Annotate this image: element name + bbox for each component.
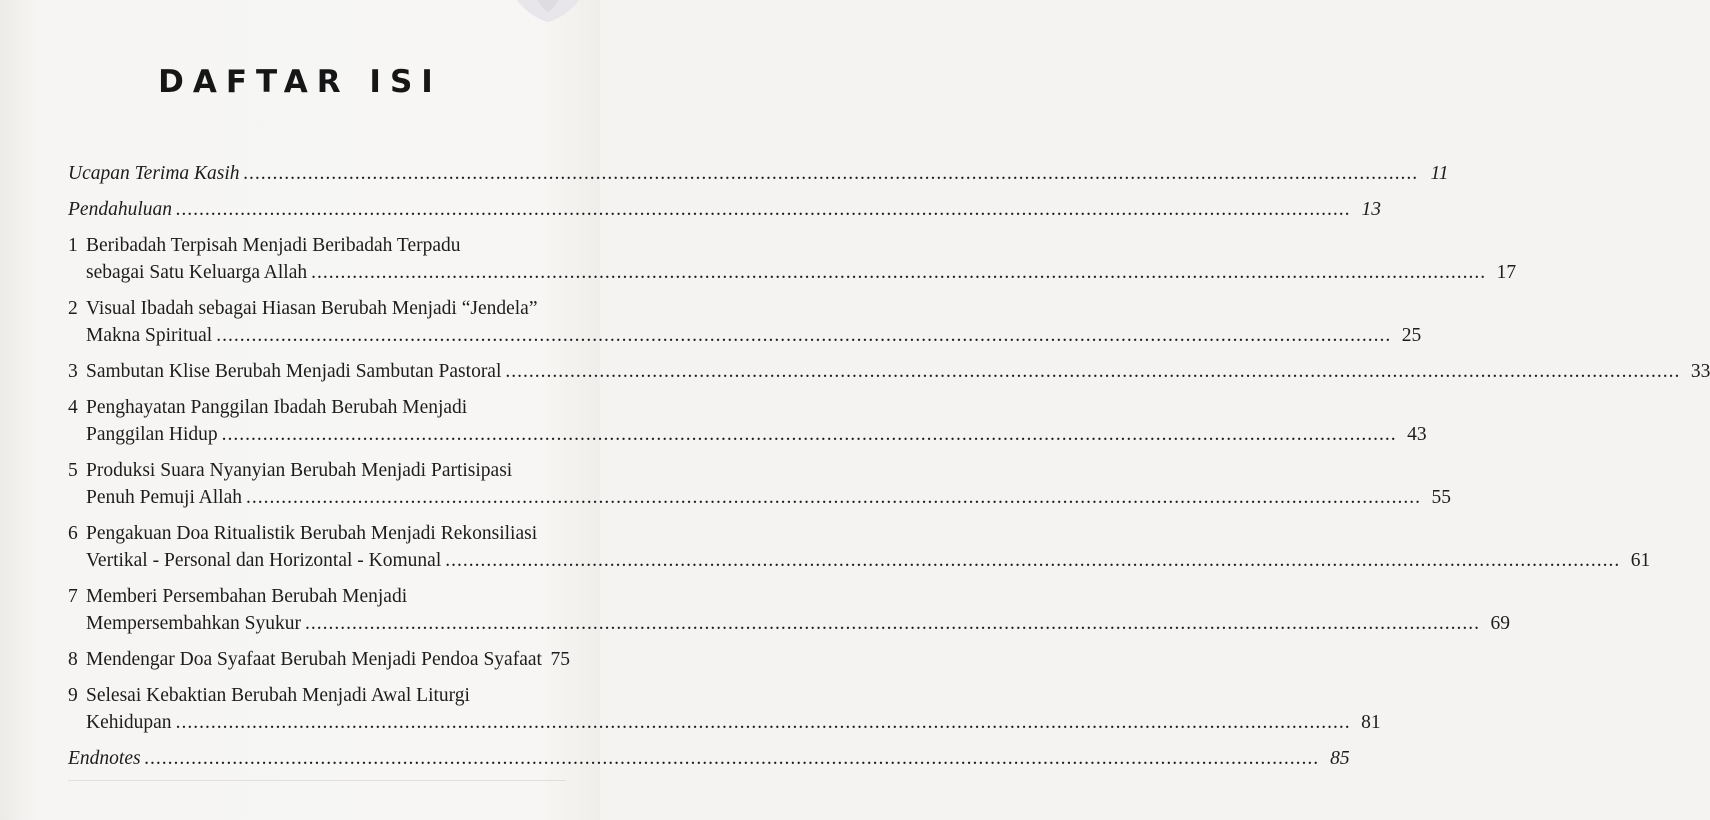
page-number: 85 [1330,748,1350,769]
dot-leader: ........................................................................................................................................................................................................ [246,487,1421,508]
page-number: 43 [1407,424,1427,445]
entry-title: Pengakuan Doa Ritualistik Berubah Menjadi Rekonsiliasi [86,523,538,544]
toc-entry[interactable] [68,457,1451,511]
toc-entry[interactable] [68,196,1381,223]
entry-title: Ucapan Terima Kasih [68,163,240,184]
entry-title: Penuh Pemuji Allah [86,487,242,508]
chapter-number: 6 [68,523,78,544]
page-number: 69 [1490,613,1510,634]
dot-leader: ........................................................................................................................................................................................................ [305,613,1480,634]
entry-title: Beribadah Terpisah Menjadi Beribadah Terpadu [86,235,461,256]
entry-title: Penghayatan Panggilan Ibadah Berubah Menjadi [86,397,468,418]
toc-entry[interactable] [68,295,1422,349]
chapter-number: 7 [68,586,78,607]
entry-title: Pendahuluan [68,199,172,220]
dot-leader: ........................................................................................................................................................................................................ [144,748,1320,769]
entry-spacer [68,223,566,232]
entry-spacer [68,187,566,196]
page-number: 25 [1401,325,1422,346]
entry-spacer [68,286,566,295]
entry-title: Kehidupan [86,712,172,733]
chapter-number: 8 [68,649,78,670]
toc-entry[interactable] [68,682,1381,736]
chapter-number: 9 [68,685,78,706]
entry-title: Sambutan Klise Berubah Menjadi Sambutan Pastoral [86,361,502,382]
entry-spacer [68,736,566,745]
toc-entry[interactable] [68,646,570,673]
entry-title: Vertikal - Personal dan Horizontal - Komunal [86,550,442,571]
chapter-number: 1 [68,235,78,256]
chapter-number: 5 [68,460,78,481]
entry-title: Visual Ibadah sebagai Hiasan Berubah Menjadi “Jendela” [86,298,538,319]
entry-spacer [68,574,566,583]
page-number: 17 [1496,262,1517,283]
page-number: 75 [550,649,570,670]
dot-leader: ........................................................................................................................................................................................................ [221,424,1397,445]
toc-entry[interactable] [68,583,1510,637]
page-title: DAFTAR ISI [158,64,442,100]
chapter-number: 4 [68,397,78,418]
toc-entry[interactable] [68,745,1350,772]
table-of-contents [68,160,1710,772]
page-number: 13 [1361,199,1381,220]
chapter-number: 2 [68,298,78,319]
entry-title: Selesai Kebaktian Berubah Menjadi Awal Liturgi [86,685,470,706]
entry-title: Mempersembahkan Syukur [86,613,301,634]
dot-leader: ........................................................................................................................................................................................................ [505,361,1681,382]
page-number: 33 [1690,361,1710,382]
page-number: 11 [1430,163,1449,184]
entry-title: Mendengar Doa Syafaat Berubah Menjadi Pendoa Syafaat [86,649,542,670]
entry-title: Panggilan Hidup [86,424,218,445]
dot-leader: ........................................................................................................................................................................................................ [175,712,1351,733]
entry-spacer [68,511,566,520]
entry-title: Produksi Suara Nyanyian Berubah Menjadi Partisipasi [86,460,513,481]
page-number: 61 [1630,550,1651,571]
entry-spacer [68,349,566,358]
entry-spacer [68,673,566,682]
entry-spacer [68,637,566,646]
entry-title: Makna Spiritual [86,325,213,346]
entry-spacer [68,448,566,457]
dot-leader: ........................................................................................................................................................................................................ [311,262,1487,283]
floral-ornament-icon [500,0,596,24]
entry-title: sebagai Satu Keluarga Allah [86,262,308,283]
page-number: 81 [1361,712,1381,733]
chapter-number: 3 [68,361,78,382]
dot-leader: ........................................................................................................................................................................................................ [243,163,1419,184]
dot-leader: ........................................................................................................................................................................................................ [445,550,1621,571]
toc-entry[interactable] [68,394,1427,448]
toc-entry[interactable] [68,160,1449,187]
entry-title: Memberi Persembahan Berubah Menjadi [86,586,408,607]
page-edge-line [68,780,566,781]
entry-spacer [68,385,566,394]
toc-entry[interactable] [68,358,1710,385]
entry-title: Endnotes [68,748,141,769]
page-number: 55 [1431,487,1451,508]
toc-entry[interactable] [68,232,1517,286]
dot-leader: ........................................................................................................................................................................................................ [216,325,1392,346]
dot-leader: ........................................................................................................................................................................................................ [175,199,1351,220]
toc-entry[interactable] [68,520,1651,574]
